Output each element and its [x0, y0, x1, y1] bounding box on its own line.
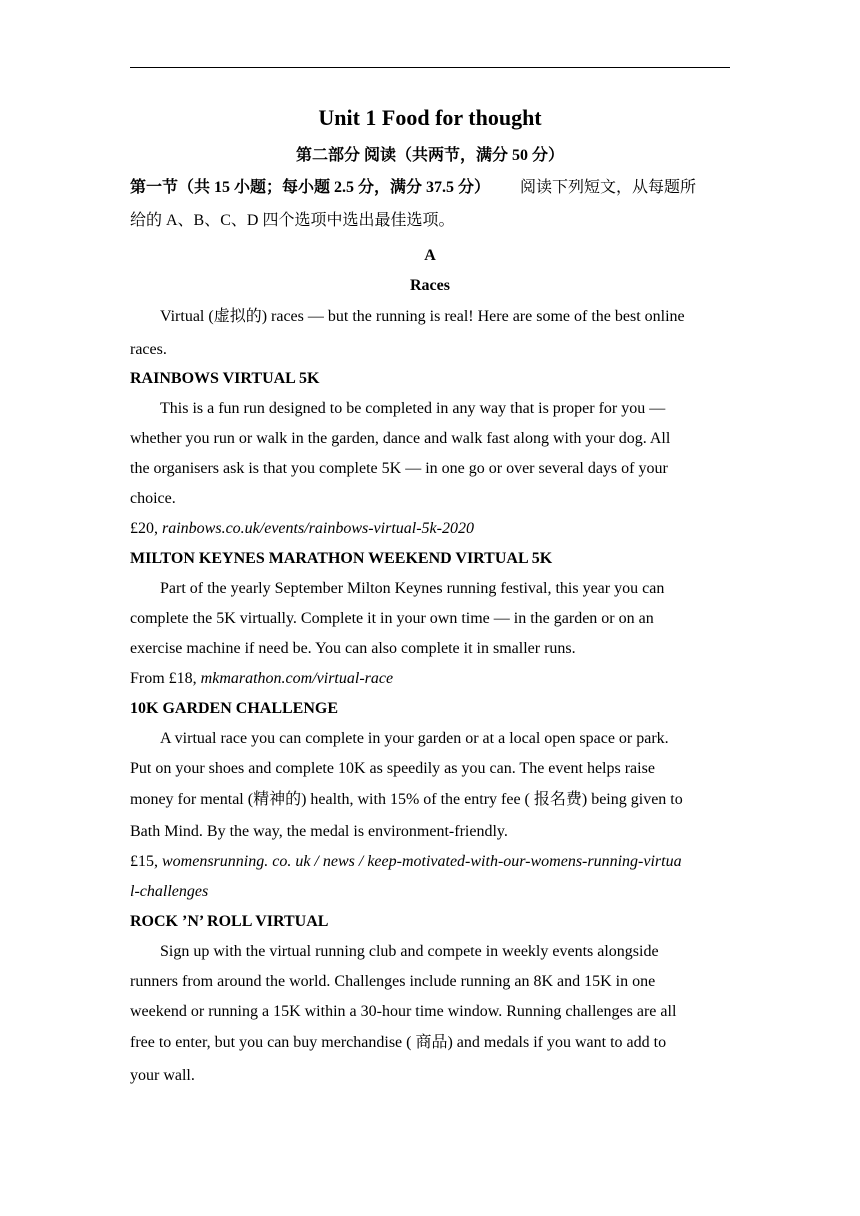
race-price: From £18,	[130, 670, 201, 687]
section-instruction-cont: 给的 A、B、C、D 四个选项中选出最佳选项。	[130, 212, 455, 229]
race-heading-rock-n-roll: ROCK ’N’ ROLL VIRTUAL	[130, 913, 329, 930]
passage-letter: A	[424, 247, 436, 264]
race-text-line: choice.	[130, 490, 176, 507]
race-url: mkmarathon.com/virtual-race	[200, 670, 394, 687]
race-url: womensrunning. co. uk / news / keep-motivated-with-our-womens-running-virtua	[162, 853, 682, 870]
section-instruction: 阅读下列短文，从每题所	[520, 179, 697, 196]
race-text-line: A virtual race you can complete in your garden or at a local open space or park.	[160, 730, 669, 747]
race-url: rainbows.co.uk/events/rainbows-virtual-5k-2020	[162, 520, 474, 537]
race-text-line: Part of the yearly September Milton Keynes running festival, this year you can	[160, 580, 665, 597]
race-text-line: This is a fun run designed to be completed in any way that is proper for you —	[160, 400, 666, 417]
race-price-line	[130, 668, 730, 690]
race-text-line: whether you run or walk in the garden, dance and walk fast along with your dog. All	[130, 430, 671, 447]
race-url-cont: l-challenges	[130, 883, 209, 900]
race-heading-rainbows: RAINBOWS VIRTUAL 5K	[130, 370, 320, 387]
race-text-line: exercise machine if need be. You can also complete it in smaller runs.	[130, 640, 576, 657]
race-text-line: Put on your shoes and complete 10K as speedily as you can. The event helps raise	[130, 760, 655, 777]
document-title: Unit 1 Food for thought	[318, 105, 542, 130]
race-text-line: money for mental (精神的) health, with 15% of the entry fee ( 报名费) being given to	[130, 791, 683, 808]
race-text-line: Sign up with the virtual running club and compete in weekly events alongside	[160, 943, 659, 960]
passage-title: Races	[410, 277, 450, 294]
race-text-line: Bath Mind. By the way, the medal is environment-friendly.	[130, 823, 508, 840]
race-heading-milton-keynes: MILTON KEYNES MARATHON WEEKEND VIRTUAL 5K	[130, 550, 553, 567]
race-text-line: the organisers ask is that you complete 5K — in one go or over several days of your	[130, 460, 668, 477]
section-heading-line	[130, 177, 730, 199]
race-price: £20,	[130, 520, 162, 537]
section-heading: 第一节（共 15 小题；每小题 2.5 分，满分 37.5 分）	[130, 179, 491, 196]
intro-paragraph-cont: races.	[130, 341, 167, 358]
section-subtitle: 第二部分 阅读（共两节，满分 50 分）	[295, 147, 564, 164]
race-text-line: free to enter, but you can buy merchandise ( 商品) and medals if you want to add to	[130, 1034, 667, 1051]
race-price-line	[130, 518, 730, 540]
race-heading-10k-garden: 10K GARDEN CHALLENGE	[130, 700, 339, 717]
race-text-line: weekend or running a 15K within a 30-hour time window. Running challenges are all	[130, 1003, 677, 1020]
intro-paragraph: Virtual (虚拟的) races — but the running is real! Here are some of the best online	[160, 308, 685, 325]
race-price: £15,	[130, 853, 162, 870]
race-text-line: complete the 5K virtually. Complete it in your own time — in the garden or on an	[130, 610, 654, 627]
top-rule	[130, 67, 730, 68]
race-text-line: your wall.	[130, 1067, 195, 1084]
race-text-line: runners from around the world. Challenges include running an 8K and 15K in one	[130, 973, 656, 990]
race-price-line	[130, 851, 730, 873]
